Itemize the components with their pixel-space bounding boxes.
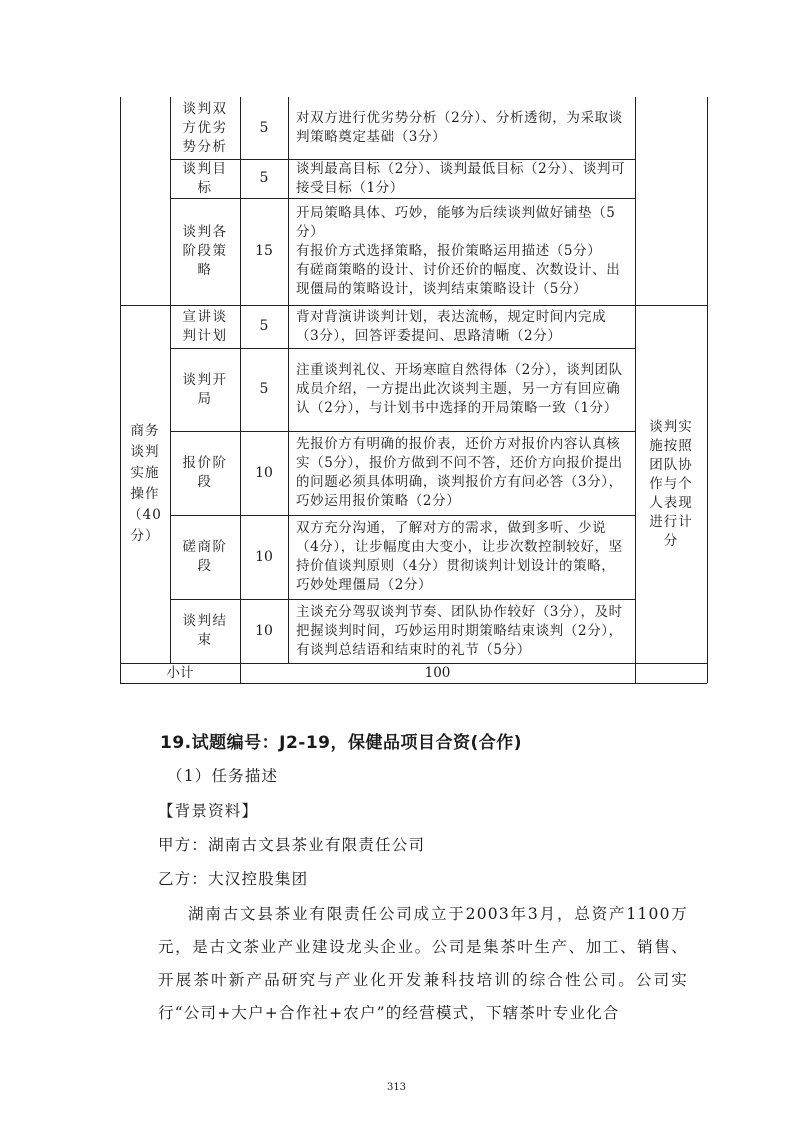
table-item-cell: 谈判目标 <box>182 160 228 196</box>
party-b: 乙方：大汉控股集团 <box>158 870 309 888</box>
background-paragraph: 湖南古文县茶业有限责任公司成立于2003年3月，总资产1100万元，是古文茶业产业建设龙头企业。公司是集茶叶生产、加工、销售、开展茶叶新产品研究与产业化开发兼科技培训的综合性公司。公司实行“公司+大户+合作社+农户”的经营模式，下辖茶叶专业化合 <box>158 905 688 1022</box>
section-heading: 19.试题编号：J2-19，保健品项目合资(合作) <box>160 733 523 753</box>
table-subtotal-label: 小计 <box>166 664 194 681</box>
table-item-cell: 谈判结束 <box>182 613 228 648</box>
task-description-label: （1）任务描述 <box>167 767 279 785</box>
table-score-cell: 5 <box>259 170 269 186</box>
table-item-cell: 谈判各阶段策略 <box>182 224 228 278</box>
table-criteria-cell: 主谈充分驾驭谈判节奏、团队协作较好（3分），及时把握谈判时间，巧妙运用时期策略结束谈判（2分），有谈判总结语和结束时的礼节（5分） <box>296 603 623 658</box>
table-score-cell: 10 <box>255 622 273 639</box>
table-criteria-cell: 开局策略具体、巧妙，能够为后续谈判做好铺垫（5分） 有报价方式选择策略，报价策略运用描述（5分） 有磋商策略的设计、讨价还价的幅度、次数设计、出现僵局的策略设计，谈判结束策略设计（5分） <box>296 205 621 297</box>
table-criteria-cell: 谈判最高目标（2分）、谈判最低目标（2分）、谈判可接受目标（1分） <box>296 160 626 196</box>
table-score-cell: 5 <box>259 381 269 397</box>
table-border-right <box>707 97 708 683</box>
table-item-cell: 谈判开局 <box>182 371 228 407</box>
background-label: 【背景资料】 <box>158 802 259 820</box>
table-criteria-cell: 先报价方有明确的报价表，还价方对报价内容认真核实（5分），报价方做到不问不答，还价方向报价提出的问题必须具体明确，谈判报价方有问必答（3分），巧妙运用报价策略（2分） <box>296 436 623 509</box>
table-subtotal-value: 100 <box>424 664 451 681</box>
table-remark: 谈判实施按照团队协作与个人表现进行计分 <box>649 418 693 549</box>
table-criteria-cell: 对双方进行优劣势分析（2分）、分析透彻，为采取谈判策略奠定基础（3分） <box>296 110 623 145</box>
table-score-cell: 5 <box>259 318 269 334</box>
table-item-cell: 谈判双方优劣势分析 <box>182 100 228 155</box>
table-criteria-cell: 双方充分沟通，了解对方的需求，做到多听、少说（4分），让步幅度由大变小，让步次数控制较好，坚持价值谈判原则（4分）贯彻谈判计划设计的策略，巧妙处理僵局（2分） <box>296 520 623 593</box>
table-border-bottom <box>120 683 707 684</box>
page-number: 313 <box>386 1082 407 1093</box>
table-score-cell: 10 <box>255 548 273 565</box>
table-item-cell: 报价阶段 <box>182 455 228 490</box>
table-item-cell: 宣讲谈判计划 <box>182 308 228 344</box>
table-score-cell: 5 <box>259 119 269 136</box>
table-score-cell: 10 <box>255 464 273 481</box>
table-criteria-cell: 背对背演讲谈判计划，表达流畅，规定时间内完成（3分），回答评委提问、思路清晰（2分） <box>296 308 607 344</box>
table-group-label: 商务谈判实施操作（40分） <box>128 423 162 544</box>
party-a: 甲方：湖南古文县茶业有限责任公司 <box>158 836 426 854</box>
table-score-cell: 15 <box>255 243 273 259</box>
table-criteria-cell: 注重谈判礼仪、开场寒暄自然得体（2分），谈判团队成员介绍，一方提出此次谈判主题，另一方有回应确认（2分），与计划书中选择的开局策略一致（1分） <box>296 362 623 416</box>
table-item-cell: 磋商阶段 <box>182 539 228 574</box>
